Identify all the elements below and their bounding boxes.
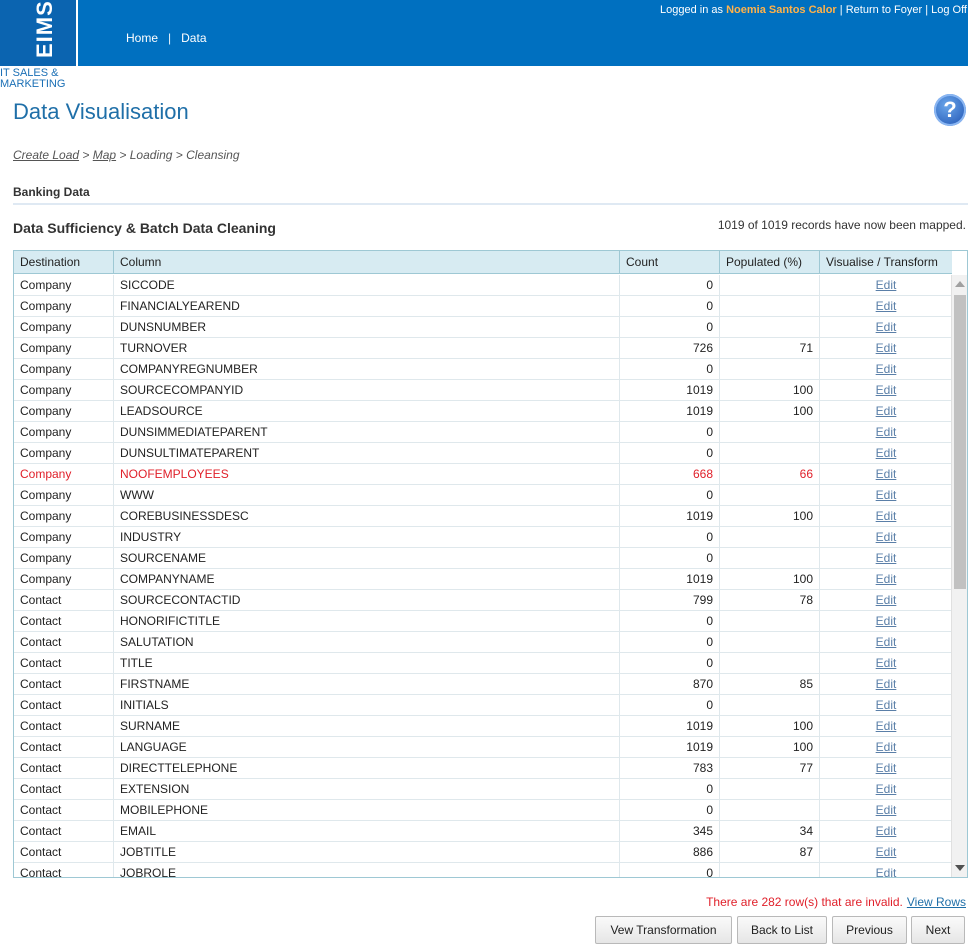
edit-link[interactable]: Edit — [875, 551, 897, 565]
cell-count: 0 — [620, 359, 720, 380]
cell-destination: Company — [14, 296, 114, 317]
cell-populated — [720, 443, 820, 464]
header-separator: | — [839, 4, 843, 16]
logged-in-label: Logged in as — [660, 4, 724, 16]
edit-link[interactable]: Edit — [875, 446, 897, 460]
cell-column: MOBILEPHONE — [114, 800, 620, 821]
cell-populated — [720, 611, 820, 632]
cell-column: LANGUAGE — [114, 737, 620, 758]
section-title: Banking Data — [13, 185, 90, 199]
logo-subtitle: IT SALES & MARKETING — [0, 67, 66, 90]
cell-column: FINANCIALYEAREND — [114, 296, 620, 317]
cell-destination: Contact — [14, 590, 114, 611]
edit-link[interactable]: Edit — [875, 425, 897, 439]
cell-destination: Company — [14, 569, 114, 590]
cell-edit — [820, 779, 952, 800]
cell-count: 0 — [620, 800, 720, 821]
cell-populated — [720, 632, 820, 653]
header-destination[interactable]: Destination — [14, 251, 114, 274]
table-row — [14, 800, 952, 821]
cell-count: 0 — [620, 527, 720, 548]
cell-column: TITLE — [114, 653, 620, 674]
cell-count: 726 — [620, 338, 720, 359]
header-visualise-transform[interactable]: Visualise / Transform — [826, 255, 938, 269]
table-row — [14, 632, 952, 653]
cell-edit — [820, 800, 952, 821]
cell-count: 0 — [620, 485, 720, 506]
cell-edit — [820, 674, 952, 695]
cell-edit — [820, 569, 952, 590]
table-row — [14, 464, 952, 485]
cell-populated: 100 — [720, 737, 820, 758]
cell-column: INITIALS — [114, 695, 620, 716]
table-row — [14, 758, 952, 779]
table-row — [14, 527, 952, 548]
log-off-link[interactable]: Log Off — [931, 4, 967, 16]
cell-populated — [720, 548, 820, 569]
table-row — [14, 695, 952, 716]
cell-count: 799 — [620, 590, 720, 611]
edit-link[interactable]: Edit — [875, 614, 897, 628]
cell-column: DUNSNUMBER — [114, 317, 620, 338]
cell-count: 0 — [620, 632, 720, 653]
cell-column: SURNAME — [114, 716, 620, 737]
records-mapped-note: 1019 of 1019 records have now been mapped. — [717, 218, 966, 232]
cell-column: DIRECTTELEPHONE — [114, 758, 620, 779]
edit-link[interactable]: Edit — [875, 719, 897, 733]
table-header — [14, 251, 952, 274]
cell-destination: Company — [14, 548, 114, 569]
back-to-list-button[interactable]: Back to List — [737, 916, 827, 944]
cell-count: 0 — [620, 296, 720, 317]
header-count[interactable]: Count — [620, 251, 720, 274]
cell-populated — [720, 317, 820, 338]
table-row — [14, 569, 952, 590]
cell-populated: 77 — [720, 758, 820, 779]
edit-link[interactable]: Edit — [875, 740, 897, 754]
cell-destination: Company — [14, 338, 114, 359]
cell-count: 0 — [620, 653, 720, 674]
cell-edit — [820, 611, 952, 632]
cell-count: 870 — [620, 674, 720, 695]
login-status — [660, 4, 967, 16]
header-populated[interactable]: Populated (%) — [720, 251, 820, 274]
cell-column: HONORIFICTITLE — [114, 611, 620, 632]
cell-destination: Company — [14, 485, 114, 506]
cell-destination: Company — [14, 317, 114, 338]
cell-edit — [820, 401, 952, 422]
nav-home-link[interactable]: Home — [126, 31, 159, 45]
cell-count: 1019 — [620, 569, 720, 590]
cell-populated — [720, 527, 820, 548]
table-row — [14, 422, 952, 443]
scroll-down-arrow-icon[interactable] — [955, 865, 965, 871]
edit-link[interactable]: Edit — [875, 509, 897, 523]
cell-column: SOURCECONTACTID — [114, 590, 620, 611]
cell-edit — [820, 380, 952, 401]
cell-column: NOOFEMPLOYEES — [114, 464, 620, 485]
cell-count: 0 — [620, 317, 720, 338]
main-nav — [126, 31, 207, 45]
cell-populated — [720, 296, 820, 317]
cell-column: LEADSOURCE — [114, 401, 620, 422]
cell-edit — [820, 464, 952, 485]
cell-edit — [820, 653, 952, 674]
table-row — [14, 317, 952, 338]
table-row — [14, 296, 952, 317]
cell-column: EXTENSION — [114, 779, 620, 800]
cell-column: COREBUSINESSDESC — [114, 506, 620, 527]
cell-edit — [820, 758, 952, 779]
view-rows-link[interactable]: View Rows — [906, 895, 966, 909]
edit-link[interactable]: Edit — [875, 782, 897, 796]
cell-destination: Company — [14, 422, 114, 443]
cell-populated — [720, 779, 820, 800]
edit-link[interactable]: Edit — [875, 467, 897, 481]
table-row — [14, 779, 952, 800]
cell-edit — [820, 506, 952, 527]
scroll-thumb[interactable] — [954, 295, 966, 589]
edit-link[interactable]: Edit — [875, 761, 897, 775]
cell-destination: Contact — [14, 821, 114, 842]
cell-destination: Contact — [14, 653, 114, 674]
table-body — [14, 275, 952, 878]
cell-count: 1019 — [620, 380, 720, 401]
header-separator: | — [925, 4, 929, 16]
cell-count: 0 — [620, 443, 720, 464]
edit-link[interactable]: Edit — [875, 845, 897, 859]
table-scrollbar[interactable] — [951, 275, 967, 877]
breadcrumb-sep: > — [79, 148, 93, 162]
cell-count: 0 — [620, 695, 720, 716]
cell-column: COMPANYNAME — [114, 569, 620, 590]
table-row — [14, 674, 952, 695]
cell-destination: Contact — [14, 800, 114, 821]
cell-count: 668 — [620, 464, 720, 485]
table-row — [14, 485, 952, 506]
cell-destination: Company — [14, 380, 114, 401]
cell-count: 1019 — [620, 401, 720, 422]
cell-populated: 100 — [720, 506, 820, 527]
cell-destination: Company — [14, 527, 114, 548]
cell-column: FIRSTNAME — [114, 674, 620, 695]
table-row — [14, 380, 952, 401]
cell-edit — [820, 695, 952, 716]
cell-edit — [820, 863, 952, 878]
nav-data-link[interactable]: Data — [181, 31, 207, 45]
table-row — [14, 611, 952, 632]
cell-count: 0 — [620, 779, 720, 800]
cell-populated: 34 — [720, 821, 820, 842]
cell-populated: 85 — [720, 674, 820, 695]
breadcrumb — [13, 148, 240, 162]
cell-destination: Company — [14, 275, 114, 296]
edit-link[interactable]: Edit — [875, 803, 897, 817]
table-row — [14, 863, 952, 878]
cell-count: 1019 — [620, 716, 720, 737]
cell-edit — [820, 422, 952, 443]
next-button[interactable]: Next — [911, 916, 965, 944]
return-to-foyer-link[interactable]: Return to Foyer — [845, 4, 923, 16]
table-row — [14, 506, 952, 527]
cell-destination: Contact — [14, 737, 114, 758]
table-row — [14, 821, 952, 842]
invalid-rows-text: There are 282 row(s) that are invalid. — [706, 895, 903, 909]
cell-populated: 87 — [720, 842, 820, 863]
logo — [0, 0, 78, 66]
cell-column: DUNSIMMEDIATEPARENT — [114, 422, 620, 443]
cell-column: COMPANYREGNUMBER — [114, 359, 620, 380]
edit-link[interactable]: Edit — [875, 572, 897, 586]
cell-populated: 100 — [720, 380, 820, 401]
logo-text: EIMS — [32, 0, 57, 58]
cell-column: INDUSTRY — [114, 527, 620, 548]
cell-populated: 66 — [720, 464, 820, 485]
cell-column: JOBTITLE — [114, 842, 620, 863]
cell-populated — [720, 275, 820, 296]
edit-link[interactable]: Edit — [875, 341, 897, 355]
cell-edit — [820, 485, 952, 506]
cell-edit — [820, 716, 952, 737]
cell-count: 0 — [620, 275, 720, 296]
table-row — [14, 338, 952, 359]
cell-column: JOBROLE — [114, 863, 620, 878]
table-row — [14, 401, 952, 422]
edit-link[interactable]: Edit — [875, 866, 897, 878]
cell-populated — [720, 359, 820, 380]
edit-link[interactable]: Edit — [875, 698, 897, 712]
edit-link[interactable]: Edit — [875, 593, 897, 607]
table-row — [14, 548, 952, 569]
cell-edit — [820, 275, 952, 296]
cell-column: SALUTATION — [114, 632, 620, 653]
cell-edit — [820, 296, 952, 317]
cell-destination: Contact — [14, 611, 114, 632]
cell-edit — [820, 590, 952, 611]
cell-destination: Company — [14, 506, 114, 527]
edit-link[interactable]: Edit — [875, 635, 897, 649]
cell-edit — [820, 737, 952, 758]
nav-separator: | — [168, 31, 172, 45]
cell-edit — [820, 821, 952, 842]
edit-link[interactable]: Edit — [875, 362, 897, 376]
cell-count: 0 — [620, 611, 720, 632]
cell-column: TURNOVER — [114, 338, 620, 359]
cell-destination: Contact — [14, 863, 114, 878]
cell-edit — [820, 632, 952, 653]
breadcrumb-map[interactable]: Map — [92, 148, 117, 162]
cell-column: DUNSULTIMATEPARENT — [114, 443, 620, 464]
cell-populated — [720, 800, 820, 821]
cell-destination: Company — [14, 401, 114, 422]
data-table — [13, 250, 968, 878]
scroll-up-arrow-icon[interactable] — [955, 281, 965, 287]
cell-populated — [720, 485, 820, 506]
cell-column: SOURCECOMPANYID — [114, 380, 620, 401]
user-name: Noemia Santos Calor — [726, 4, 837, 16]
table-row — [14, 653, 952, 674]
cell-destination: Contact — [14, 842, 114, 863]
cell-populated: 71 — [720, 338, 820, 359]
breadcrumb-create-load[interactable]: Create Load — [13, 148, 80, 162]
cell-column: WWW — [114, 485, 620, 506]
top-banner — [0, 0, 968, 66]
previous-button[interactable]: Previous — [832, 916, 907, 944]
cell-edit — [820, 338, 952, 359]
cell-count: 0 — [620, 422, 720, 443]
cell-edit — [820, 527, 952, 548]
cell-count: 0 — [620, 548, 720, 569]
cell-populated: 100 — [720, 569, 820, 590]
cell-count: 1019 — [620, 506, 720, 527]
invalid-rows-message — [706, 895, 966, 909]
cell-destination: Company — [14, 443, 114, 464]
table-row — [14, 716, 952, 737]
cell-populated — [720, 653, 820, 674]
cell-column: SOURCENAME — [114, 548, 620, 569]
edit-link[interactable]: Edit — [875, 530, 897, 544]
edit-link[interactable]: Edit — [875, 299, 897, 313]
edit-link[interactable]: Edit — [875, 404, 897, 418]
cell-column: SICCODE — [114, 275, 620, 296]
cell-destination: Contact — [14, 758, 114, 779]
edit-link[interactable]: Edit — [875, 824, 897, 838]
cell-count: 1019 — [620, 737, 720, 758]
help-icon[interactable]: ? — [934, 94, 966, 126]
cell-destination: Contact — [14, 674, 114, 695]
cell-destination: Company — [14, 359, 114, 380]
cell-destination: Contact — [14, 779, 114, 800]
cell-column: EMAIL — [114, 821, 620, 842]
cell-populated: 78 — [720, 590, 820, 611]
cell-edit — [820, 842, 952, 863]
edit-link[interactable]: Edit — [875, 320, 897, 334]
cell-count: 783 — [620, 758, 720, 779]
edit-link[interactable]: Edit — [875, 656, 897, 670]
edit-link[interactable]: Edit — [875, 488, 897, 502]
header-column[interactable]: Column — [114, 251, 620, 274]
edit-link[interactable]: Edit — [875, 677, 897, 691]
cell-edit — [820, 317, 952, 338]
edit-link[interactable]: Edit — [875, 278, 897, 292]
cell-populated: 100 — [720, 716, 820, 737]
cell-edit — [820, 359, 952, 380]
cell-destination: Contact — [14, 716, 114, 737]
table-row — [14, 737, 952, 758]
cell-count: 886 — [620, 842, 720, 863]
sub-title: Data Sufficiency & Batch Data Cleaning — [13, 220, 276, 236]
table-row — [14, 443, 952, 464]
cell-populated — [720, 422, 820, 443]
cell-count: 345 — [620, 821, 720, 842]
cell-populated — [720, 695, 820, 716]
table-row — [14, 275, 952, 296]
cell-destination: Contact — [14, 632, 114, 653]
cell-edit — [820, 548, 952, 569]
cell-destination: Company — [14, 464, 114, 485]
section-divider — [13, 203, 968, 205]
breadcrumb-rest: > Loading > Cleansing — [116, 148, 240, 162]
table-row — [14, 359, 952, 380]
table-row — [14, 842, 952, 863]
view-transformation-button[interactable]: Vew Transformation — [595, 916, 732, 944]
page-title: Data Visualisation — [13, 99, 189, 124]
cell-edit — [820, 443, 952, 464]
cell-populated: 100 — [720, 401, 820, 422]
cell-destination: Contact — [14, 695, 114, 716]
cell-populated — [720, 863, 820, 878]
table-row — [14, 590, 952, 611]
edit-link[interactable]: Edit — [875, 383, 897, 397]
cell-count: 0 — [620, 863, 720, 878]
